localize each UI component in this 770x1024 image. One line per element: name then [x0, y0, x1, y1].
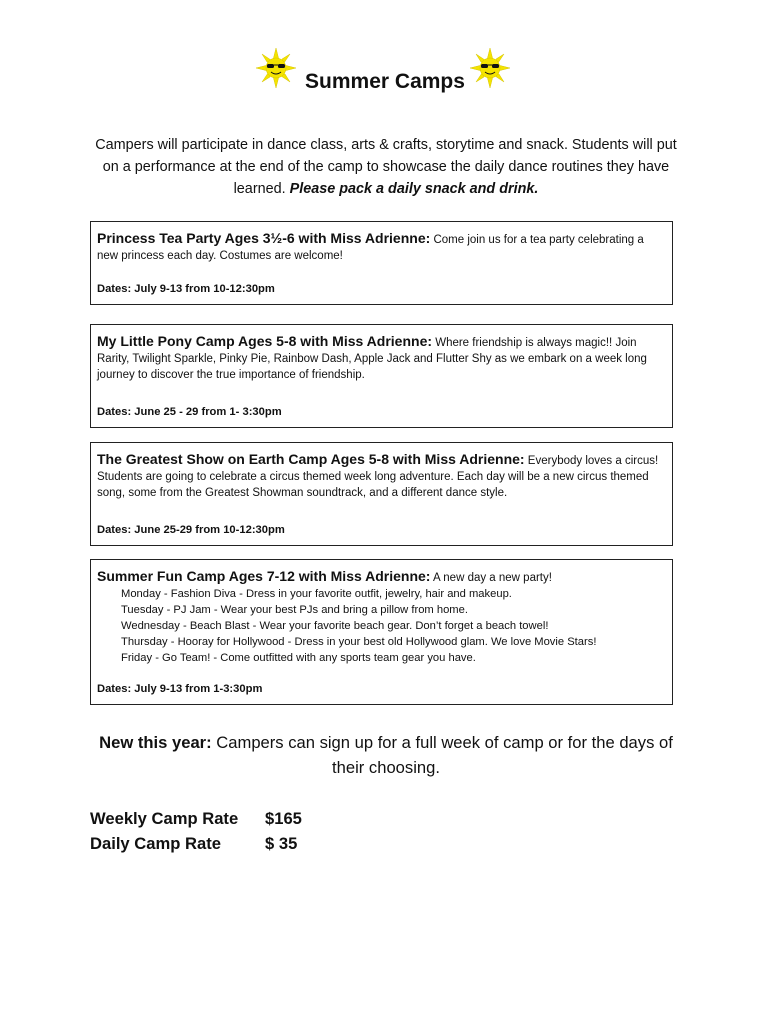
camp-heading: My Little Pony Camp Ages 5-8 with Miss Adrienne:	[97, 333, 433, 349]
camp-description: Everybody loves a circus! Students are going to celebrate a circus themed week long adventure. Each day will be a new circus themed song, some from the Greatest Showman soundtrack, and a different dance style.	[97, 455, 659, 499]
rate-label: Daily Camp Rate	[90, 834, 221, 853]
sun-with-sunglasses-icon	[470, 48, 510, 88]
camp-box-greatest-show	[90, 442, 673, 546]
camp-text	[97, 568, 666, 586]
list-item: Friday - Go Team! - Come outfitted with any sports team gear you have.	[121, 652, 476, 664]
camp-heading: The Greatest Show on Earth Camp Ages 5-8 with Miss Adrienne:	[97, 451, 525, 467]
list-item: Tuesday - PJ Jam - Wear your best PJs and bring a pillow from home.	[121, 604, 468, 616]
camp-text	[97, 333, 666, 383]
camp-description: A new day a new party!	[430, 572, 552, 584]
camp-dates: Dates: June 25-29 from 10-12:30pm	[97, 524, 285, 536]
day-list	[97, 586, 666, 666]
camp-dates: Dates: June 25 - 29 from 1- 3:30pm	[97, 406, 282, 418]
camp-box-my-little-pony	[90, 324, 673, 428]
intro-paragraph	[94, 134, 678, 200]
camp-dates: Dates: July 9-13 from 10-12:30pm	[97, 283, 275, 295]
list-item: Monday - Fashion Diva - Dress in your favorite outfit, jewelry, hair and makeup.	[121, 588, 512, 600]
camp-description: Where friendship is always magic!! Join Rarity, Twilight Sparkle, Pinky Pie, Rainbow Dash, Apple Jack and Flutter Shy as we embark on a week long journey to discover the true importance of friendship.	[97, 337, 647, 381]
title-row	[0, 46, 770, 98]
camp-dates: Dates: July 9-13 from 1-3:30pm	[97, 683, 263, 695]
rate-row-weekly	[90, 806, 302, 831]
camp-box-princess-tea-party	[90, 221, 673, 305]
rate-value: $ 35	[265, 834, 298, 853]
new-this-year-label: New this year:	[99, 733, 212, 752]
camp-description: Come join us for a tea party celebrating a new princess each day. Costumes are welcome!	[97, 234, 644, 262]
new-this-year-text: Campers can sign up for a full week of camp or for the days of their choosing.	[211, 733, 673, 777]
intro-text: Campers will participate in dance class, arts & crafts, storytime and snack. Students will put on a performance at the end of the camp to showcase the daily dance routines they have learned.	[95, 137, 677, 197]
camp-box-summer-fun	[90, 559, 673, 705]
list-item: Wednesday - Beach Blast - Wear your favorite beach gear. Don’t forget a beach towel!	[121, 620, 549, 632]
camp-heading: Summer Fun Camp Ages 7-12 with Miss Adrienne:	[97, 568, 431, 584]
rates-table	[90, 806, 302, 856]
list-item: Thursday - Hooray for Hollywood - Dress in your best old Hollywood glam. We love Movie Stars!	[121, 636, 597, 648]
rate-value: $165	[265, 809, 302, 828]
rate-row-daily	[90, 831, 302, 856]
rate-label: Weekly Camp Rate	[90, 809, 239, 828]
intro-emphasis: Please pack a daily snack and drink.	[289, 181, 539, 197]
camp-text	[97, 451, 666, 501]
new-this-year	[94, 730, 678, 780]
camp-text	[97, 230, 666, 264]
camp-heading: Princess Tea Party Ages 3½-6 with Miss Adrienne:	[97, 230, 431, 246]
page-title: Summer Camps	[305, 70, 465, 93]
